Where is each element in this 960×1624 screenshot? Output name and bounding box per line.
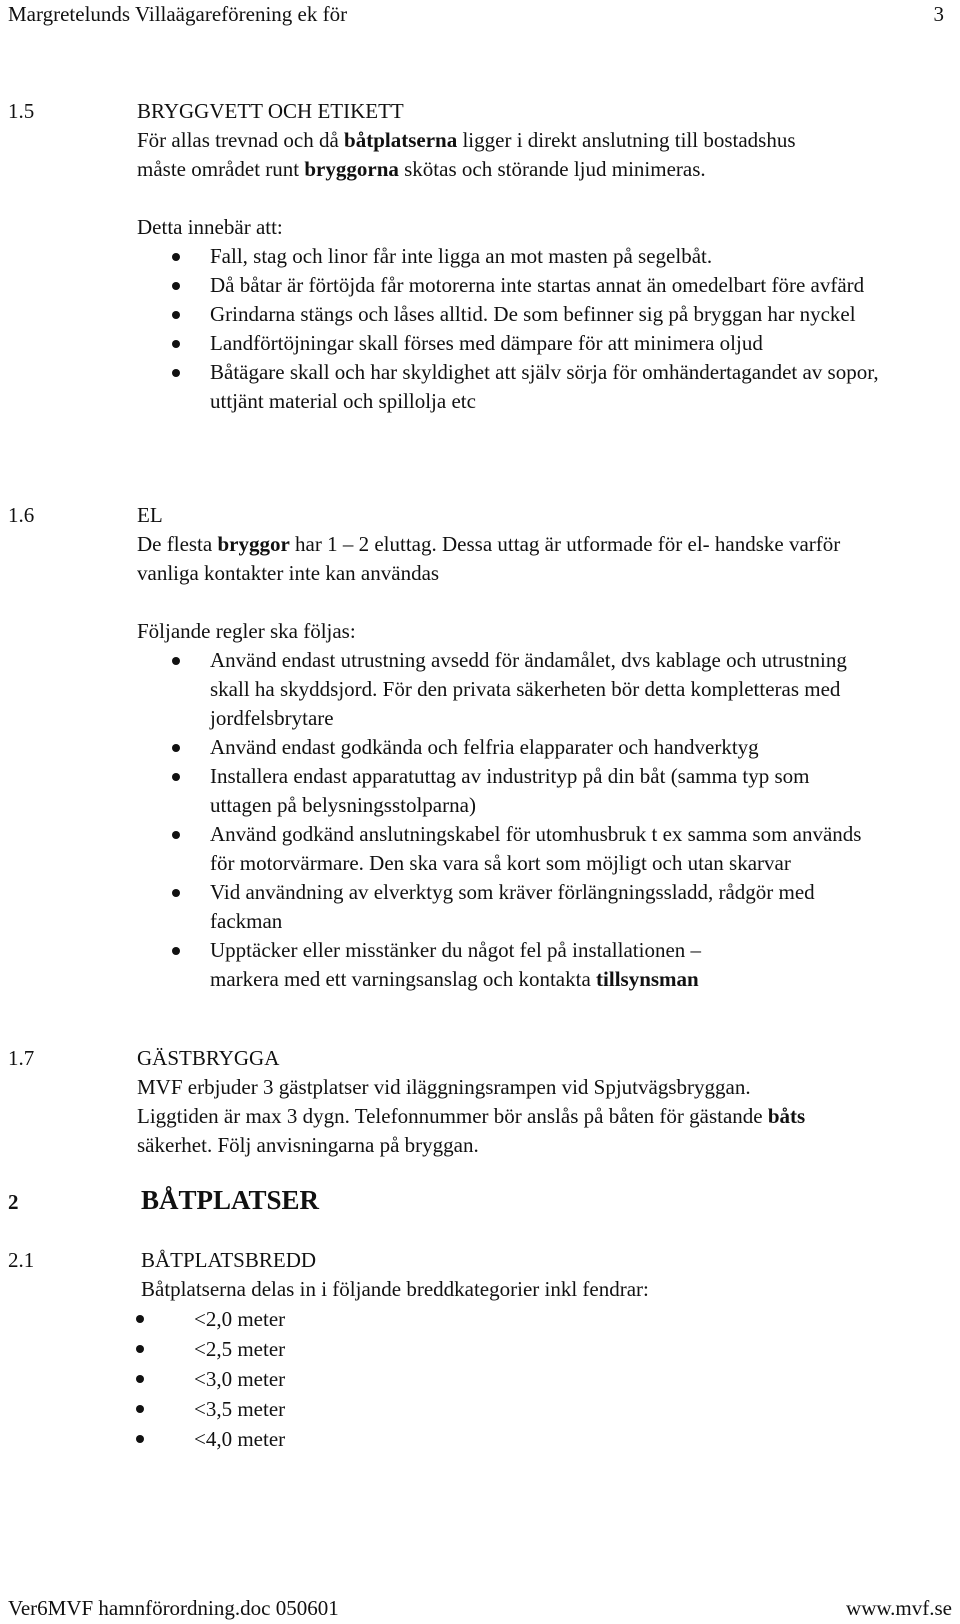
size-list xyxy=(141,1304,948,1454)
list-intro: Båtplatserna delas in i följande breddkategorier inkl fendrar: xyxy=(141,1277,649,1301)
paragraph-line: MVF erbjuder 3 gästplatser vid iläggningsrampen vid Spjutvägsbryggan. xyxy=(137,1075,751,1099)
list-item: Vid användning av elverktyg som kräver förlängningssladd, rådgör med fackman xyxy=(137,878,867,936)
section-heading: BRYGGVETT OCH ETIKETT xyxy=(137,99,404,123)
header-title: Margretelunds Villaägareförening ek för xyxy=(8,2,348,26)
page-number: 3 xyxy=(933,2,944,26)
footer-filename: Ver6MVF hamnförordning.doc 050601 xyxy=(8,1596,339,1620)
list-item: Upptäcker eller misstänker du något fel på installationen – markera med ett varningsanslag och kontakta tillsynsman xyxy=(137,936,867,994)
paragraph: De flesta bryggor har 1 – 2 eluttag. Dessa uttag är utformade för el- handske varför vanliga kontakter inte kan användas xyxy=(137,532,841,585)
bullet-icon xyxy=(172,282,180,290)
bullet-icon xyxy=(172,773,180,781)
section-heading: GÄSTBRYGGA xyxy=(137,1046,280,1070)
paragraph: måste området runt bryggorna skötas och störande ljud minimeras. xyxy=(137,157,706,181)
section-2 xyxy=(8,1186,948,1215)
bullet-icon xyxy=(172,369,180,377)
bullet-icon xyxy=(172,253,180,261)
bullet-list xyxy=(137,242,937,416)
bullet-icon xyxy=(172,657,180,665)
section-2-1 xyxy=(8,1246,948,1454)
section-heading: EL xyxy=(137,503,163,527)
list-item: Installera endast apparatuttag av industrityp på din båt (samma typ som uttagen på belysningsstolparna) xyxy=(137,762,867,820)
list-item: Landförtöjningar skall förses med dämpare för att minimera oljud xyxy=(137,329,937,358)
section-number: 1.7 xyxy=(8,1046,35,1070)
list-item: Använd endast utrustning avsedd för ändamålet, dvs kablage och utrustning skall ha skyddsjord. För den privata säkerheten bör detta kompletteras med jordfelsbrytare xyxy=(137,646,867,733)
bullet-icon xyxy=(172,311,180,319)
paragraph-line: Liggtiden är max 3 dygn. Telefonnummer bör anslås på båten för gästande båts xyxy=(137,1104,806,1128)
section-number: 1.5 xyxy=(8,99,35,123)
list-item: Använd endast godkända och felfria elapparater och handverktyg xyxy=(137,733,867,762)
paragraph-line: säkerhet. Följ anvisningarna på bryggan. xyxy=(137,1133,479,1157)
list-item: <2,5 meter xyxy=(141,1334,948,1364)
page-header xyxy=(8,0,952,30)
list-item: Använd godkänd anslutningskabel för utomhusbruk t ex samma som används för motorvärmare. Den ska vara så kort som möjligt och utan skarvar xyxy=(137,820,867,878)
bullet-list xyxy=(137,646,867,994)
list-item: <3,0 meter xyxy=(141,1364,948,1394)
bullet-icon xyxy=(172,744,180,752)
section-number: 1.6 xyxy=(8,503,35,527)
section-1-6 xyxy=(8,501,948,994)
list-item: Båtägare skall och har skyldighet att själv sörja för omhändertagandet av sopor, uttjänt material och spillolja etc xyxy=(137,358,937,416)
section-1-7 xyxy=(8,1044,948,1160)
list-intro: Följande regler ska följas: xyxy=(137,619,356,643)
bullet-icon xyxy=(136,1405,144,1413)
list-intro: Detta innebär att: xyxy=(137,215,283,239)
footer-url: www.mvf.se xyxy=(846,1596,952,1620)
chapter-number: 2 xyxy=(8,1190,19,1214)
chapter-heading: BÅTPLATSER xyxy=(141,1185,320,1215)
list-item: Fall, stag och linor får inte ligga an mot masten på segelbåt. xyxy=(137,242,937,271)
paragraph: För allas trevnad och då båtplatserna ligger i direkt anslutning till bostadshus xyxy=(137,128,796,152)
bullet-icon xyxy=(136,1345,144,1353)
bullet-icon xyxy=(136,1315,144,1323)
bullet-icon xyxy=(172,340,180,348)
list-item: <3,5 meter xyxy=(141,1394,948,1424)
section-1-5 xyxy=(8,97,948,416)
bullet-icon xyxy=(136,1375,144,1383)
list-item: Grindarna stängs och låses alltid. De som befinner sig på bryggan har nyckel xyxy=(137,300,937,329)
list-item: <2,0 meter xyxy=(141,1304,948,1334)
bullet-icon xyxy=(172,889,180,897)
bullet-icon xyxy=(172,831,180,839)
bullet-icon xyxy=(136,1435,144,1443)
page-footer xyxy=(8,1594,952,1624)
list-item: <4,0 meter xyxy=(141,1424,948,1454)
section-number: 2.1 xyxy=(8,1248,35,1272)
section-heading: BÅTPLATSBREDD xyxy=(141,1248,317,1272)
list-item: Då båtar är förtöjda får motorerna inte startas annat än omedelbart före avfärd xyxy=(137,271,937,300)
bullet-icon xyxy=(172,947,180,955)
